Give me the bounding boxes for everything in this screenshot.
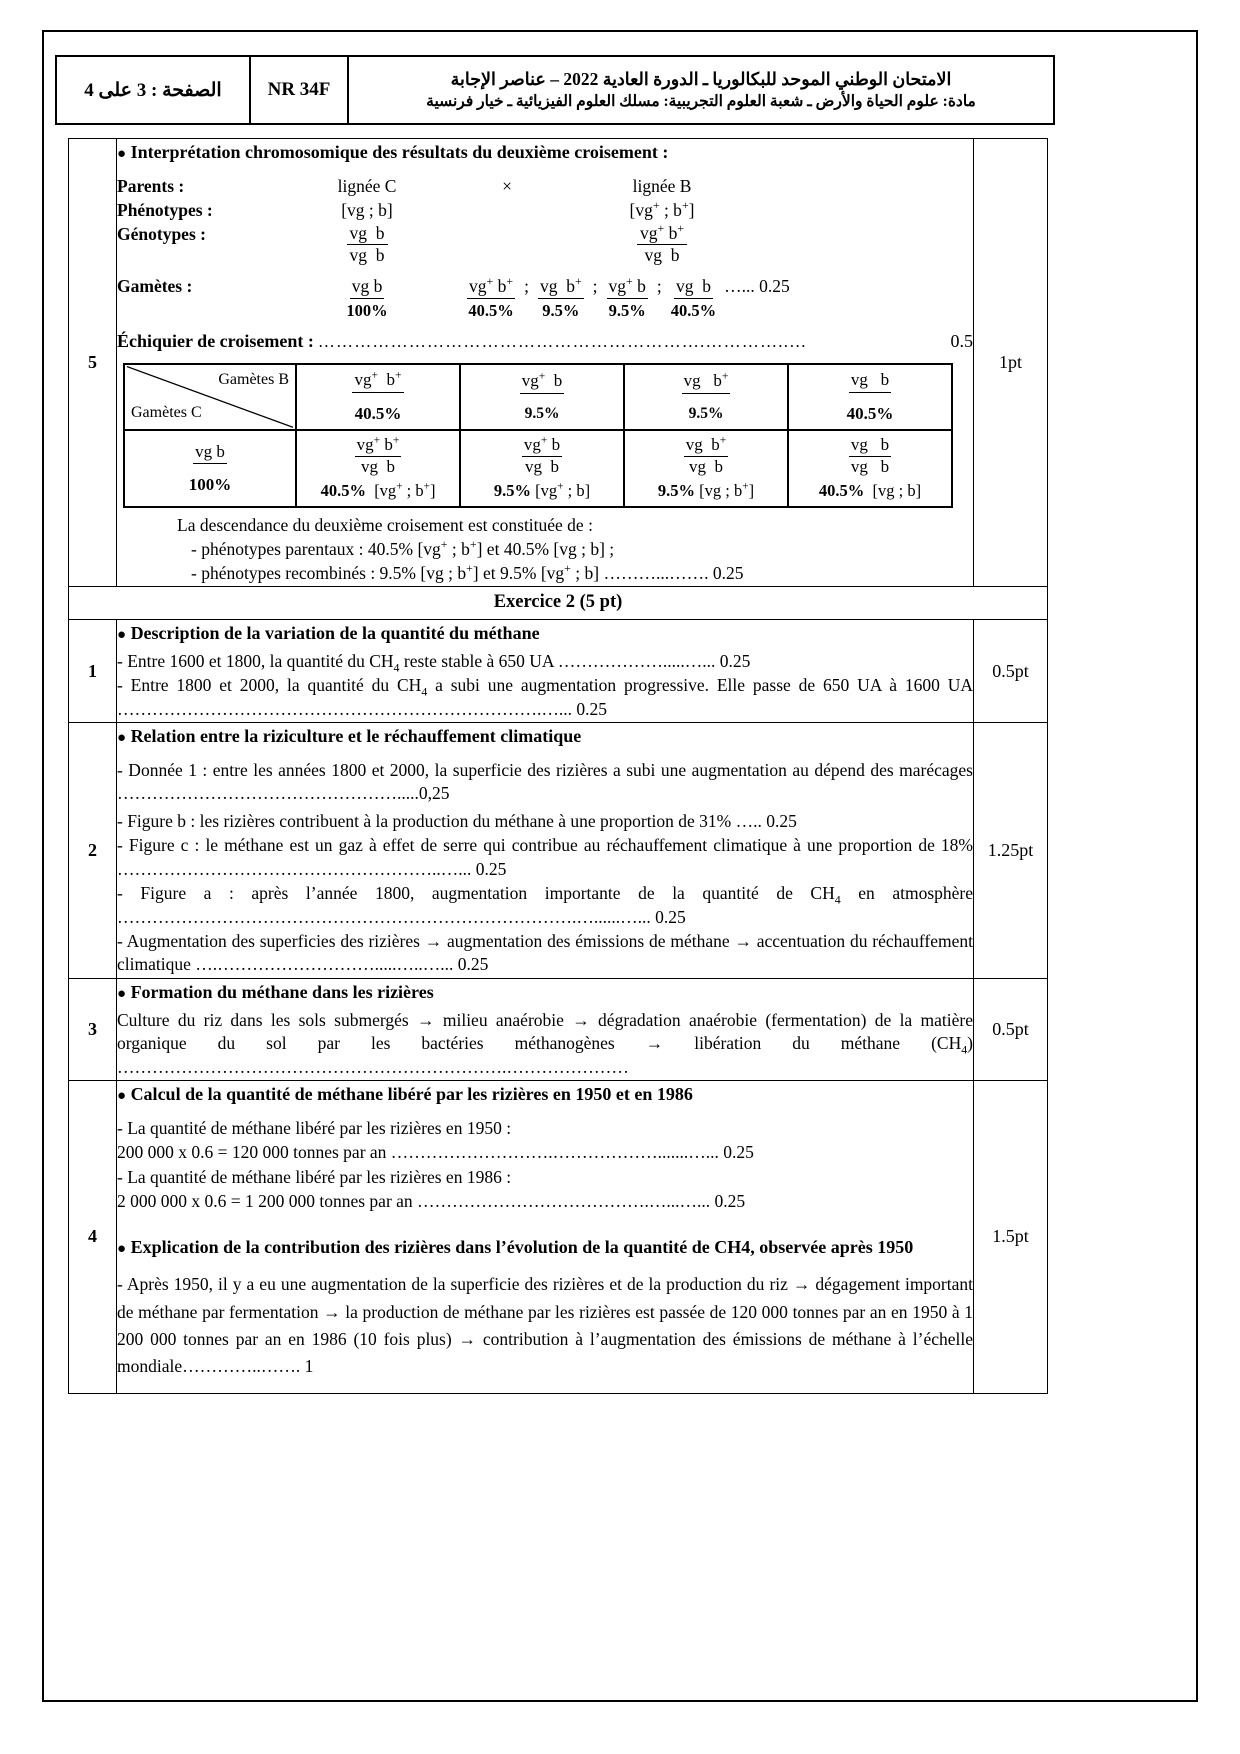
gametes-label: Gamètes : <box>117 275 193 296</box>
gamete-separator: ; <box>656 275 662 296</box>
bullet-icon: ● <box>117 1240 127 1257</box>
q5-heading-text: Interprétation chromosomique des résultats du deuxième croisement : <box>130 142 669 162</box>
q2-line-5: - Augmentation des superficies des rizières → augmentation des émissions de méthane → accentuation du réchauffement climatique ….……………………….....…..…... 0.25 <box>117 931 973 975</box>
genotype-left: $\frac{\text{vg b}}{\text{vg b}}$ <box>267 223 467 267</box>
parents-row <box>117 175 973 198</box>
echiquier-score: 0.5 <box>950 330 973 351</box>
q2-heading <box>117 725 973 749</box>
punnett-corner-b: Gamètes B <box>218 371 289 389</box>
exam-title-cell <box>349 57 1053 123</box>
q1-heading <box>117 622 973 646</box>
exam-header <box>55 55 1055 125</box>
question-4-content <box>117 1081 974 1394</box>
descendance-line2: - phénotypes recombinés : 9.5% [vg ; b+] et 9.5% [vg+ ; b] ………...……. 0.25 <box>191 561 744 583</box>
question-points: 1.5pt <box>974 1081 1048 1394</box>
dot-leader: ……………………………………………………….…………..… <box>317 331 808 351</box>
gametes-score: …... 0.25 <box>724 275 790 296</box>
question-1-content <box>117 620 974 723</box>
descendance-intro: La descendance du deuxième croisement est constituée de : <box>177 514 593 535</box>
q3-heading-text: Formation du méthane dans les rizières <box>130 981 434 1002</box>
q1-heading-text: Description de la variation de la quantité du méthane <box>130 623 540 644</box>
q3-heading <box>117 981 973 1005</box>
q4-heading-2-text: Explication de la contribution des rizières dans l’évolution de la quantité de CH4, observée après 1950 <box>130 1236 914 1257</box>
gamete-right-list <box>467 275 973 322</box>
gamete-item: vg+ b 9.5% <box>608 273 646 320</box>
gamete-left: vg b 100% <box>267 275 467 322</box>
q1-line-2: - Entre 1800 et 2000, la quantité du $CH_4$ a subi une augmentation progressive. Elle passe de 650 UA à 1600 UA ……………………………………………………………….…... 0.25 <box>117 675 974 719</box>
bullet-icon: ● <box>117 627 127 644</box>
question-number: 5 <box>69 139 117 587</box>
gamete-item: vg+ b+ 40.5% <box>468 273 514 320</box>
punnett-row-header <box>124 430 296 507</box>
q4-heading-1-text: Calcul de la quantité de méthane libéré par les rizières en 1950 et en 1986 <box>130 1084 693 1105</box>
gamete-item: vg b 40.5% <box>670 275 717 320</box>
exercise-2-title: Exercice 2 (5 pt) <box>69 587 1048 620</box>
cross-symbol: × <box>502 175 512 196</box>
punnett-col-header: vg b 40.5% <box>788 364 952 430</box>
punnett-cell: $\frac{vg^+ b}{\text{vg b}}$ 9.5% [vg+ ; b] <box>460 430 624 507</box>
punnett-col-header: vg+ b 9.5% <box>460 364 624 430</box>
bullet-icon: ● <box>117 730 127 747</box>
punnett-row-geno: vg b <box>193 441 227 464</box>
punnett-corner <box>124 364 296 430</box>
q2-line-1: - Donnée 1 : entre les années 1800 et 2000, la superficie des rizières a subi une augmentation au dépend des marécages ………………………………………….....0,25 <box>117 759 973 804</box>
question-2-content <box>117 723 974 979</box>
descendance-line1: - phénotypes parentaux : 40.5% [vg+ ; b+] et 40.5% [vg ; b] ; <box>191 537 615 559</box>
parent-right: lignée B <box>632 175 692 196</box>
phenotype-right: [vg+ ; b+] <box>629 198 695 220</box>
q3-body: Culture du riz dans les sols submergés → milieu anaérobie → dégradation anaérobie (fermentation) de la matière organique du sol par les bactéries méthanogènes → libération du méthane $(CH_4)$ ………………………………………………………….………………… <box>117 1009 973 1077</box>
bullet-icon: ● <box>117 985 127 1002</box>
table-row <box>69 978 1048 1080</box>
table-row <box>69 1081 1048 1394</box>
question-number: 3 <box>69 978 117 1080</box>
genotypes-label: Génotypes : <box>117 223 206 244</box>
bullet-icon: ● <box>117 146 127 162</box>
question-points: 0.5pt <box>974 978 1048 1080</box>
q4-line-1: - La quantité de méthane libéré par les rizières en 1950 : <box>117 1117 512 1138</box>
table-row <box>69 723 1048 979</box>
question-number: 1 <box>69 620 117 723</box>
punnett-cell: $\frac{vg b^+}{\text{vg b}}$ 9.5% [vg ; b+] <box>624 430 788 507</box>
answer-table <box>68 138 1048 1394</box>
punnett-body-row <box>124 430 952 507</box>
cross-diagram <box>117 175 973 354</box>
q5-heading <box>117 141 973 165</box>
q2-line-3: - Figure c : le méthane est un gaz à effet de serre qui contribue au réchauffement climatique à une proportion de 18% ………………………………………………..…... 0.25 <box>117 835 973 879</box>
punnett-col-header: vg b+ 9.5% <box>624 364 788 430</box>
gamete-item: vg b+ 9.5% <box>539 273 582 320</box>
punnett-square <box>123 363 953 507</box>
punnett-corner-c: Gamètes C <box>131 404 202 422</box>
q1-line-1: - Entre 1600 et 1800, la quantité du $CH_4$ reste stable à 650 UA ……………….....…... 0.25 <box>117 650 751 675</box>
q4-line-4: 2 000 000 x 0.6 = 1 200 000 tonnes par an ………………………………….…...…... 0.25 <box>117 1191 746 1212</box>
question-points: 1.25pt <box>974 723 1048 979</box>
punnett-header-row <box>124 364 952 430</box>
gamete-left-pct: 100% <box>346 300 388 320</box>
table-row <box>69 620 1048 723</box>
phenotypes-row <box>117 199 973 222</box>
q4-explanation: - Après 1950, il y a eu une augmentation de la superficie des rizières et de la production du riz → dégagement important de méthane par fermentation → la production de méthane par les rizières est passée de 120 000 tonnes par an en 1950 à 1 200 000 tonnes par an en 1986 (10 fois plus) → contribution à l’augmentation des émissions de méthane à l’échelle mondiale…………..……. 1 <box>117 1274 973 1376</box>
exam-title-line1: الامتحان الوطني الموحد للبكالوريا ـ الدورة العادية 2022 – عناصر الإجابة <box>450 69 952 89</box>
phenotypes-label: Phénotypes : <box>117 199 213 220</box>
q2-line-4: - Figure a : après l’année 1800, augmentation importante de la quantité de $CH_4$ en atmosphère …………………………………………………………………….…......…... 0.25 <box>117 883 974 927</box>
genotypes-row <box>117 223 973 267</box>
punnett-col-header: vg+ b+ 40.5% <box>296 364 460 430</box>
q2-heading-text: Relation entre la riziculture et le réchauffement climatique <box>130 726 582 747</box>
exercise-title-row <box>69 587 1048 620</box>
echiquier-line <box>117 330 973 354</box>
q4-line-2: 200 000 x 0.6 = 120 000 tonnes par an ……………………….……………….......…... 0.25 <box>117 1142 754 1163</box>
genotype-right: $\frac{vg^+ b^+}{\text{vg b}}$ <box>547 223 777 267</box>
page-number-cell: الصفحة : 3 على 4 <box>57 57 251 123</box>
q4-line-3: - La quantité de méthane libéré par les rizières en 1986 : <box>117 1166 512 1187</box>
question-5-content <box>117 139 974 587</box>
question-number: 2 <box>69 723 117 979</box>
bullet-icon: ● <box>117 1088 127 1105</box>
punnett-cell: $\frac{vg^+ b^+}{\text{vg b}}$ 40.5% [vg+ ; b+] <box>296 430 460 507</box>
gamete-separator: ; <box>592 275 598 296</box>
punnett-row-pct: 100% <box>188 475 232 494</box>
question-number: 4 <box>69 1081 117 1394</box>
question-3-content <box>117 978 974 1080</box>
echiquier-label: Échiquier de croisement : <box>117 330 314 351</box>
punnett-cell: $\frac{\text{vg b}}{\text{vg b}}$ 40.5% [vg ; b] <box>788 430 952 507</box>
question-points: 0.5pt <box>974 620 1048 723</box>
exam-code-cell: NR 34F <box>251 57 349 123</box>
table-row <box>69 139 1048 587</box>
gametes-row <box>117 275 973 322</box>
parents-label: Parents : <box>117 175 185 196</box>
phenotype-left: [vg ; b] <box>341 199 393 220</box>
descendance-block <box>177 514 973 585</box>
q4-heading-1 <box>117 1083 973 1107</box>
question-points: 1pt <box>974 139 1048 587</box>
gamete-separator: ; <box>524 275 529 296</box>
q4-heading-2 <box>117 1236 973 1260</box>
exam-title-line2: مادة: علوم الحياة والأرض ـ شعبة العلوم التجريبية: مسلك العلوم الفيزيائية ـ خيار فرنسية <box>426 93 976 110</box>
q2-line-2: - Figure b : les rizières contribuent à la production du méthane à une proportion de 31% ….. 0.25 <box>117 810 797 831</box>
parent-left: lignée C <box>337 175 397 196</box>
